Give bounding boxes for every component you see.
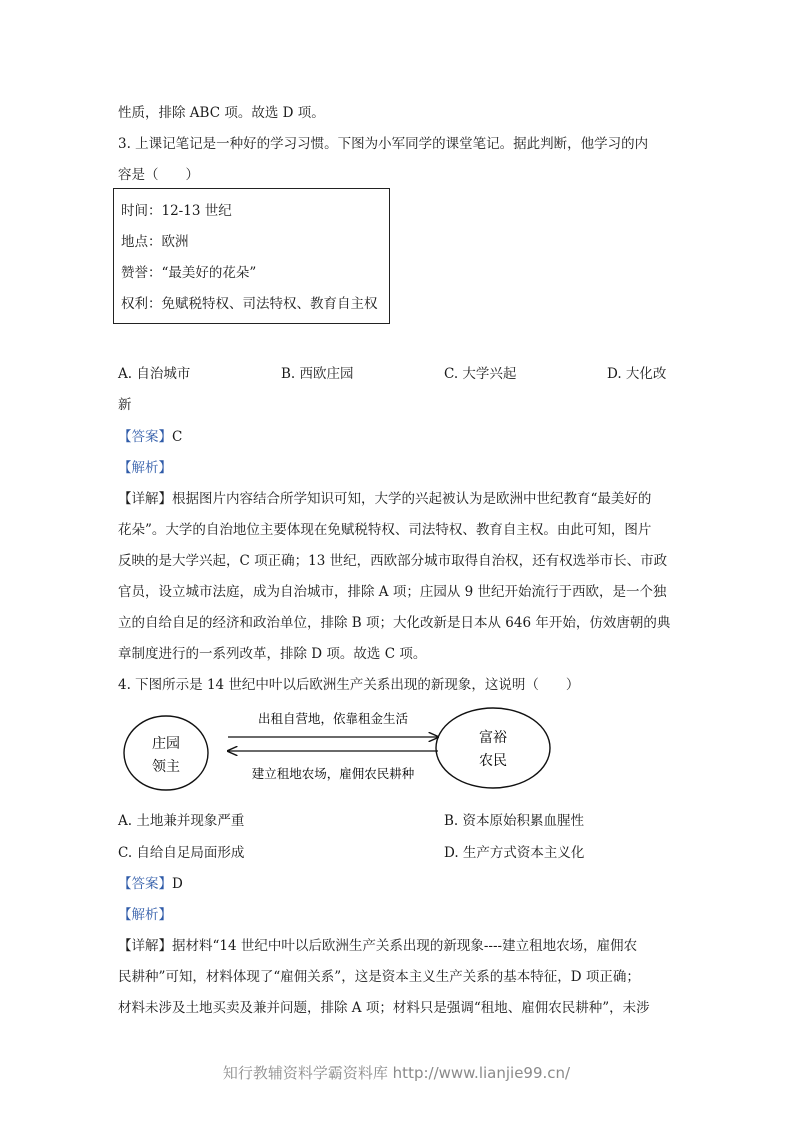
- answer-value: D: [172, 876, 183, 892]
- q4-detail-line1: [118, 937, 637, 955]
- analysis-tag: 【解析】: [118, 907, 172, 923]
- q4-answer: [118, 875, 183, 893]
- q4-option-d: D. 生产方式资本主义化: [444, 845, 585, 861]
- q3-option-d: D. 大化改: [607, 366, 667, 382]
- detail-text: 据材料“14 世纪中叶以后欧洲生产关系出现的新现象----建立租地农场，雇佣农: [172, 938, 638, 954]
- answer-value: C: [172, 429, 183, 445]
- detail-tag: 【详解】: [118, 491, 172, 507]
- q4-option-c: C. 自给自足局面形成: [118, 845, 245, 861]
- answer-tag: 【答案】: [118, 429, 172, 445]
- q4-detail-line3: 材料未涉及土地买卖及兼并问题，排除 A 项；材料只是强调“租地、雇佣农民耕种”，未涉: [118, 1000, 650, 1016]
- analysis-tag: 【解析】: [118, 460, 172, 476]
- q3-option-a: A. 自治城市: [118, 366, 191, 382]
- farmer-node: [436, 708, 550, 788]
- q4-stem: 4. 下图所示是 14 世纪中叶以后欧洲生产关系出现的新现象，这说明（ ）: [118, 677, 580, 693]
- q3-detail-line4: 官员，设立城市法庭，成为自治城市，排除 A 项；庄园从 9 世纪开始流行于西欧，是一个独: [118, 584, 667, 600]
- note-time: 时间：12-13 世纪: [121, 203, 232, 219]
- q3-detail-line6: 章制度进行的一系列改革，排除 D 项。故选 C 项。: [118, 646, 427, 662]
- note-place: 地点：欧洲: [121, 234, 189, 250]
- q3-answer: [118, 428, 182, 446]
- lord-label-1: 庄园: [152, 736, 180, 752]
- footer-watermark: 知行教辅资料学霸资料库 http://www.lianjie99.cn/: [222, 1064, 571, 1082]
- q3-detail-line5: 立的自给自足的经济和政治单位，排除 B 项；大化改新是日本从 646 年开始，仿效唐朝的典: [118, 615, 671, 631]
- relationship-diagram: [118, 700, 558, 800]
- q3-option-b: B. 西欧庄园: [281, 366, 354, 382]
- q4-option-a: A. 土地兼并现象严重: [118, 813, 245, 829]
- q3-option-c: C. 大学兴起: [444, 366, 517, 382]
- note-rights: 权利：免赋税特权、司法特权、教育自主权: [121, 296, 378, 312]
- q3-detail-line2: 花朵”。大学的自治地位主要体现在免赋税特权、司法特权、教育自主权。由此可知，图片: [118, 522, 652, 538]
- q4-detail-line2: 民耕种”可知，材料体现了“雇佣关系”，这是资本主义生产关系的基本特征，D 项正确；: [118, 969, 640, 985]
- farmer-label-2: 农民: [479, 753, 507, 769]
- q3-detail-line3: 反映的是大学兴起，C 项正确；13 世纪，西欧部分城市取得自治权，还有权选举市长、市政: [118, 553, 668, 569]
- q3-stem-line2: 容是（ ）: [118, 167, 199, 183]
- continuation-text: 性质，排除 ABC 项。故选 D 项。: [118, 105, 325, 121]
- q3-stem-line1: 3. 上课记笔记是一种好的学习习惯。下图为小军同学的课堂笔记。据此判断，他学习的内: [118, 136, 649, 152]
- farmer-label-1: 富裕: [479, 730, 507, 746]
- arrow-left-label: 建立租地农场，雇佣农民耕种: [251, 766, 415, 781]
- answer-tag: 【答案】: [118, 876, 172, 892]
- q3-option-d-cont: 新: [118, 397, 132, 413]
- q3-analysis: [118, 459, 172, 477]
- detail-tag: 【详解】: [118, 938, 172, 954]
- q3-detail-line1: [118, 490, 651, 508]
- lord-node: [124, 716, 208, 790]
- arrow-right-label: 出租自营地，依靠租金生活: [257, 711, 409, 726]
- q4-option-b: B. 资本原始积累血腥性: [444, 813, 585, 829]
- detail-text: 根据图片内容结合所学知识可知，大学的兴起被认为是欧洲中世纪教育“最美好的: [172, 491, 652, 507]
- lord-label-2: 领主: [152, 759, 180, 775]
- note-praise: 赞誉：“最美好的花朵”: [121, 265, 257, 281]
- class-notes-box: [113, 188, 390, 324]
- q4-analysis: [118, 906, 172, 924]
